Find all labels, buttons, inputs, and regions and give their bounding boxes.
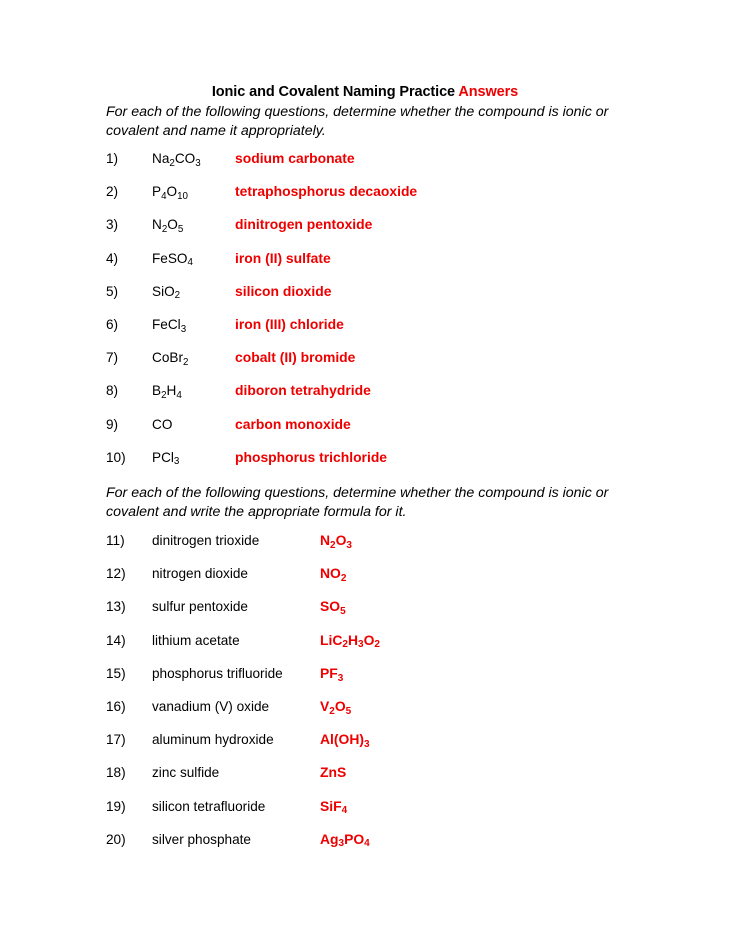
compound-name: phosphorus trifluoride [152, 665, 283, 681]
chemical-formula: $B_2H_4$ [152, 383, 182, 402]
answer-compound-name: cobalt (II) bromide [235, 349, 356, 366]
chemical-formula: SiO$_2$ [152, 283, 181, 302]
question-number: 4) [106, 250, 119, 266]
question-number: 17) [106, 732, 126, 748]
answer-compound-name: sodium carbonate [235, 150, 355, 166]
question-row [0, 731, 736, 764]
answer-chemical-formula: $NO_2$ [320, 565, 347, 584]
chemical-formula: $N_2O_5$ [152, 217, 184, 236]
question-number: 8) [106, 383, 119, 399]
compound-name: sulfur pentoxide [152, 599, 248, 615]
compound-name: vanadium (V) oxide [152, 698, 270, 714]
compound-name: lithium acetate [152, 632, 240, 648]
question-number: 1) [106, 151, 119, 166]
answer-compound-name: tetraphosphorus decaoxide [235, 183, 418, 200]
section-1-instruction: For each of the following questions, determine whether the compound is ionic or covalent and name it appropriately. [106, 104, 609, 139]
answer-compound-name: dinitrogen pentoxide [235, 216, 373, 233]
question-number: 11) [106, 533, 125, 548]
compound-name: aluminum hydroxide [152, 732, 274, 748]
compound-name: nitrogen dioxide [152, 566, 248, 582]
chemical-formula: CoBr$_2$ [152, 350, 189, 368]
compound-name: zinc sulfide [152, 765, 220, 781]
question-row [0, 665, 736, 698]
question-row [0, 349, 736, 382]
section-1-question-list [0, 150, 736, 482]
compound-name: dinitrogen trioxide [152, 533, 260, 548]
section-2-question-list [0, 532, 736, 864]
question-number: 2) [106, 184, 119, 200]
chemical-formula: FeSO$_4$ [152, 250, 193, 269]
question-number: 7) [106, 350, 119, 366]
page-title [106, 84, 624, 101]
question-row [0, 183, 736, 216]
answer-chemical-formula: ZnS [320, 764, 347, 781]
question-row [0, 250, 736, 283]
question-number: 10) [106, 449, 126, 465]
question-row [0, 532, 736, 565]
question-row [0, 449, 736, 482]
question-number: 18) [106, 765, 126, 781]
question-row [0, 382, 736, 415]
question-row [0, 216, 736, 249]
answer-compound-name: carbon monoxide [235, 415, 351, 432]
chemical-formula: CO [152, 416, 173, 432]
question-row [0, 283, 736, 316]
chemical-formula: FeCl$_3$ [152, 316, 187, 335]
question-number: 5) [106, 283, 119, 299]
compound-name: silver phosphate [152, 831, 251, 847]
answer-compound-name: phosphorus trichloride [235, 448, 388, 465]
answer-chemical-formula: $LiC_2H_3O_2$ [320, 631, 380, 651]
question-number: 6) [106, 316, 119, 332]
chemical-formula: PCl$_3$ [152, 449, 180, 468]
question-row [0, 764, 736, 797]
question-row [0, 416, 736, 449]
question-number: 19) [106, 798, 126, 814]
answer-chemical-formula: SiF$_4$ [320, 797, 348, 817]
question-number: 15) [106, 665, 126, 681]
question-row [0, 698, 736, 731]
question-row [0, 598, 736, 631]
answer-chemical-formula: $N_2O_3$ [320, 532, 352, 551]
compound-name: silicon tetrafluoride [152, 798, 266, 814]
question-row [0, 831, 736, 864]
answer-chemical-formula: $SO_5$ [320, 598, 346, 618]
question-row [0, 316, 736, 349]
page-title-answers-label: Answers [458, 84, 519, 100]
question-number: 3) [106, 217, 119, 233]
chemical-formula: $Na_2CO_3$ [152, 151, 201, 169]
answer-chemical-formula: $V_2O_5$ [320, 697, 352, 717]
question-number: 13) [106, 599, 126, 615]
question-number: 12) [106, 566, 126, 582]
section-2-instruction: For each of the following questions, determine whether the compound is ionic or covalent and write the appropriate formula for it. [106, 485, 609, 520]
answer-compound-name: iron (III) chloride [235, 315, 344, 332]
answer-compound-name: iron (II) sulfate [235, 249, 331, 266]
answer-compound-name: silicon dioxide [235, 282, 332, 299]
answer-compound-name: diboron tetrahydride [235, 382, 371, 399]
question-number: 20) [106, 831, 126, 847]
page-title-main: Ionic and Covalent Naming Practice [211, 84, 456, 100]
answer-chemical-formula: $PF_3$ [320, 664, 344, 684]
question-row [0, 150, 736, 183]
question-row [0, 798, 736, 831]
question-number: 14) [106, 632, 126, 648]
question-number: 16) [106, 698, 126, 714]
question-number: 9) [106, 416, 119, 432]
answer-chemical-formula: $Ag_3PO_4$ [320, 830, 370, 850]
question-row [0, 632, 736, 665]
chemical-formula: $P_4O_{10}$ [152, 184, 188, 202]
answer-chemical-formula: $Al(OH)_3$ [320, 731, 370, 750]
question-row [0, 565, 736, 598]
